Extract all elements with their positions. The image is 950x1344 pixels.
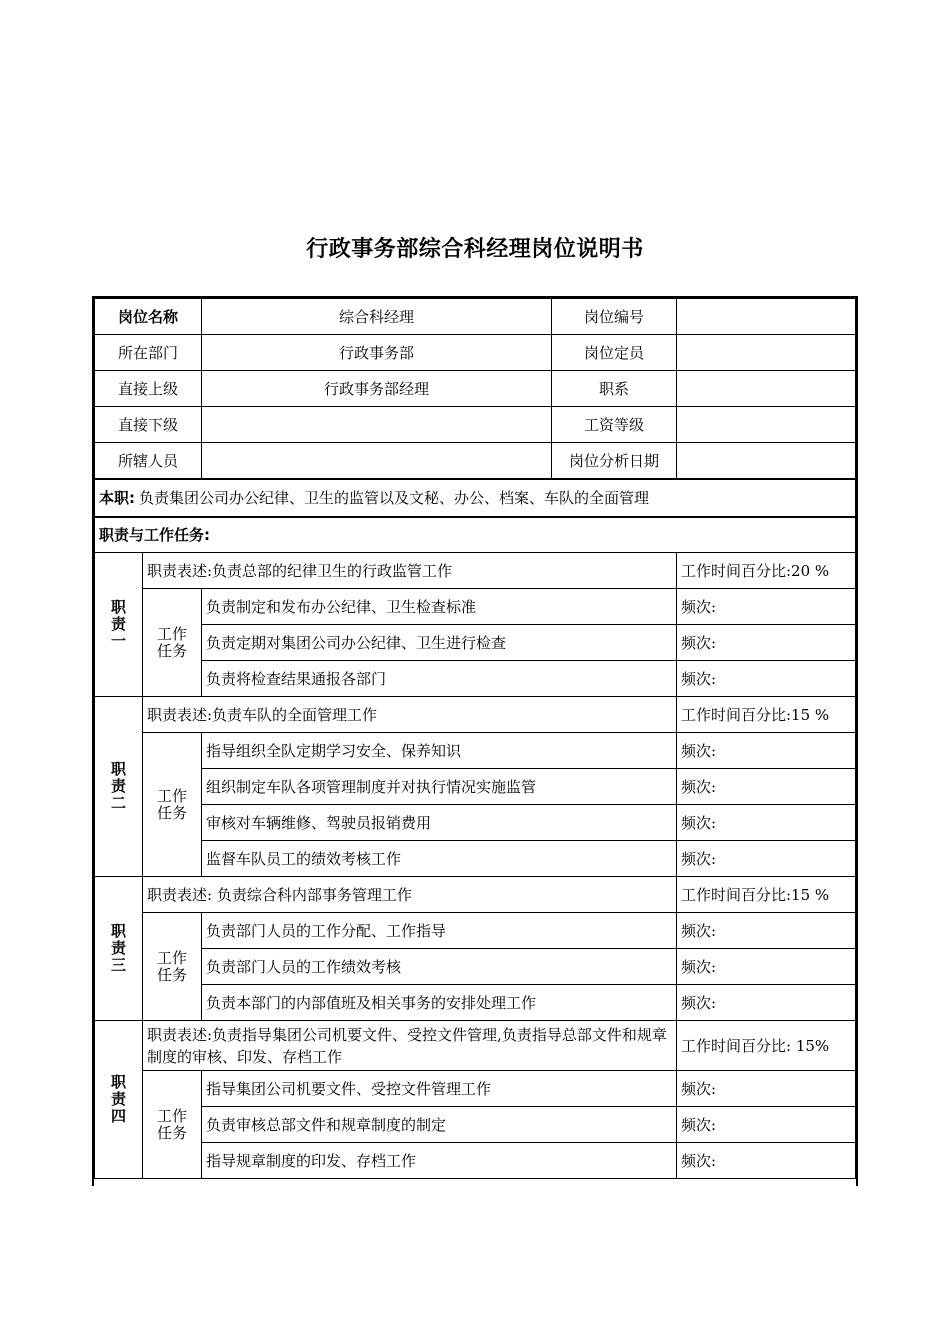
duty-name-char: 三 (110, 956, 126, 974)
task-text: 指导组织全队定期学习安全、保养知识 (202, 733, 677, 769)
task-label (143, 913, 202, 1021)
duty-name-char: 责 (110, 615, 126, 633)
document-title: 行政事务部综合科经理岗位说明书 (306, 237, 644, 262)
task-row (95, 1071, 856, 1107)
info-row-staff (95, 443, 856, 480)
task-row (95, 625, 856, 661)
duty-name-char: 四 (110, 1107, 126, 1125)
duty-desc-row (95, 877, 856, 913)
benzhi-text: 负责集团公司办公纪律、卫生的监管以及文秘、办公、档案、车队的全面管理 (139, 489, 650, 507)
duty-desc-row (95, 1021, 856, 1071)
grade-label: 工资等级 (552, 407, 677, 443)
task-row (95, 805, 856, 841)
duty-time-percent: 工作时间百分比:20 % (677, 553, 856, 589)
task-frequency: 频次: (677, 733, 856, 769)
info-row-superior (95, 371, 856, 407)
task-text: 负责本部门的内部值班及相关事务的安排处理工作 (202, 985, 677, 1021)
benzhi-label: 本职: (99, 489, 135, 507)
task-label-part: 任务 (156, 1123, 187, 1142)
task-text: 审核对车辆维修、驾驶员报销费用 (202, 805, 677, 841)
task-text: 负责部门人员的工作分配、工作指导 (202, 913, 677, 949)
superior-value: 行政事务部经理 (202, 371, 552, 407)
duty-name-char: 职 (110, 760, 126, 778)
task-frequency: 频次: (677, 841, 856, 877)
task-text: 负责审核总部文件和规章制度的制定 (202, 1107, 677, 1143)
task-label-part: 工作 (156, 1106, 187, 1125)
task-frequency: 频次: (677, 985, 856, 1021)
series-value (677, 371, 856, 407)
position-name-value: 综合科经理 (202, 299, 552, 335)
task-row (95, 985, 856, 1021)
task-row (95, 913, 856, 949)
task-frequency: 频次: (677, 1143, 856, 1179)
task-row (95, 589, 856, 625)
duties-table (94, 518, 856, 1179)
task-row (95, 1143, 856, 1179)
duty-name-char: 责 (110, 777, 126, 795)
task-label-part: 任务 (156, 965, 187, 984)
task-label (143, 589, 202, 697)
task-row (95, 841, 856, 877)
duties-header-row (95, 518, 856, 553)
duties-body (95, 553, 856, 1179)
position-code-label: 岗位编号 (552, 299, 677, 335)
task-row (95, 733, 856, 769)
task-text: 负责制定和发布办公纪律、卫生检查标准 (202, 589, 677, 625)
task-frequency: 频次: (677, 1107, 856, 1143)
task-label-part: 工作 (156, 786, 187, 805)
duty-name-char: 二 (110, 794, 126, 812)
position-name-label: 岗位名称 (95, 299, 202, 335)
duty-name (95, 697, 143, 877)
task-frequency: 频次: (677, 589, 856, 625)
info-row-dept (95, 335, 856, 371)
duty-description: 职责表述:负责车队的全面管理工作 (143, 697, 677, 733)
task-row (95, 769, 856, 805)
benzhi-row (95, 479, 856, 517)
task-text: 组织制定车队各项管理制度并对执行情况实施监管 (202, 769, 677, 805)
task-frequency: 频次: (677, 805, 856, 841)
task-text: 负责将检查结果通报各部门 (202, 661, 677, 697)
task-row (95, 949, 856, 985)
job-description-form (92, 296, 858, 1186)
basic-info-table (94, 298, 856, 518)
benzhi-cell (95, 479, 856, 517)
series-label: 职系 (552, 371, 677, 407)
duty-time-percent: 工作时间百分比:15 % (677, 877, 856, 913)
task-text: 负责部门人员的工作绩效考核 (202, 949, 677, 985)
task-frequency: 频次: (677, 625, 856, 661)
staff-label: 所辖人员 (95, 443, 202, 480)
duty-name-char: 职 (110, 1073, 126, 1091)
task-text: 指导规章制度的印发、存档工作 (202, 1143, 677, 1179)
grade-value (677, 407, 856, 443)
department-value: 行政事务部 (202, 335, 552, 371)
duty-desc-row (95, 697, 856, 733)
superior-label: 直接上级 (95, 371, 202, 407)
task-text: 监督车队员工的绩效考核工作 (202, 841, 677, 877)
department-label: 所在部门 (95, 335, 202, 371)
task-row (95, 1107, 856, 1143)
duty-name-char: 责 (110, 1090, 126, 1108)
duty-name (95, 553, 143, 697)
duty-description: 职责表述:负责总部的纪律卫生的行政监管工作 (143, 553, 677, 589)
info-row-subordinate (95, 407, 856, 443)
task-label-part: 工作 (156, 948, 187, 967)
duty-name-char: 责 (110, 939, 126, 957)
duty-name (95, 1021, 143, 1179)
duty-name-char: 职 (110, 922, 126, 940)
task-frequency: 频次: (677, 913, 856, 949)
task-frequency: 频次: (677, 769, 856, 805)
duty-description: 职责表述:负责指导集团公司机要文件、受控文件管理,负责指导总部文件和规章制度的审核、印发、存档工作 (143, 1021, 677, 1071)
staff-value (202, 443, 552, 480)
duties-header: 职责与工作任务: (95, 518, 856, 553)
task-label (143, 1071, 202, 1179)
duty-time-percent: 工作时间百分比: 15% (677, 1021, 856, 1071)
task-label-part: 工作 (156, 624, 187, 643)
subordinate-value (202, 407, 552, 443)
duty-time-percent: 工作时间百分比:15 % (677, 697, 856, 733)
duty-desc-row (95, 553, 856, 589)
task-frequency: 频次: (677, 661, 856, 697)
task-text: 负责定期对集团公司办公纪律、卫生进行检查 (202, 625, 677, 661)
task-label-part: 任务 (156, 641, 187, 660)
task-label (143, 733, 202, 877)
duty-name-char: 一 (110, 632, 126, 650)
info-row-name (95, 299, 856, 335)
analysis-date-label: 岗位分析日期 (552, 443, 677, 480)
task-text: 指导集团公司机要文件、受控文件管理工作 (202, 1071, 677, 1107)
duty-name-char: 职 (110, 598, 126, 616)
analysis-date-value (677, 443, 856, 480)
position-code-value (677, 299, 856, 335)
task-row (95, 661, 856, 697)
duty-name (95, 877, 143, 1021)
task-frequency: 频次: (677, 1071, 856, 1107)
quota-value (677, 335, 856, 371)
duty-description: 职责表述: 负责综合科内部事务管理工作 (143, 877, 677, 913)
quota-label: 岗位定员 (552, 335, 677, 371)
task-label-part: 任务 (156, 803, 187, 822)
task-frequency: 频次: (677, 949, 856, 985)
subordinate-label: 直接下级 (95, 407, 202, 443)
